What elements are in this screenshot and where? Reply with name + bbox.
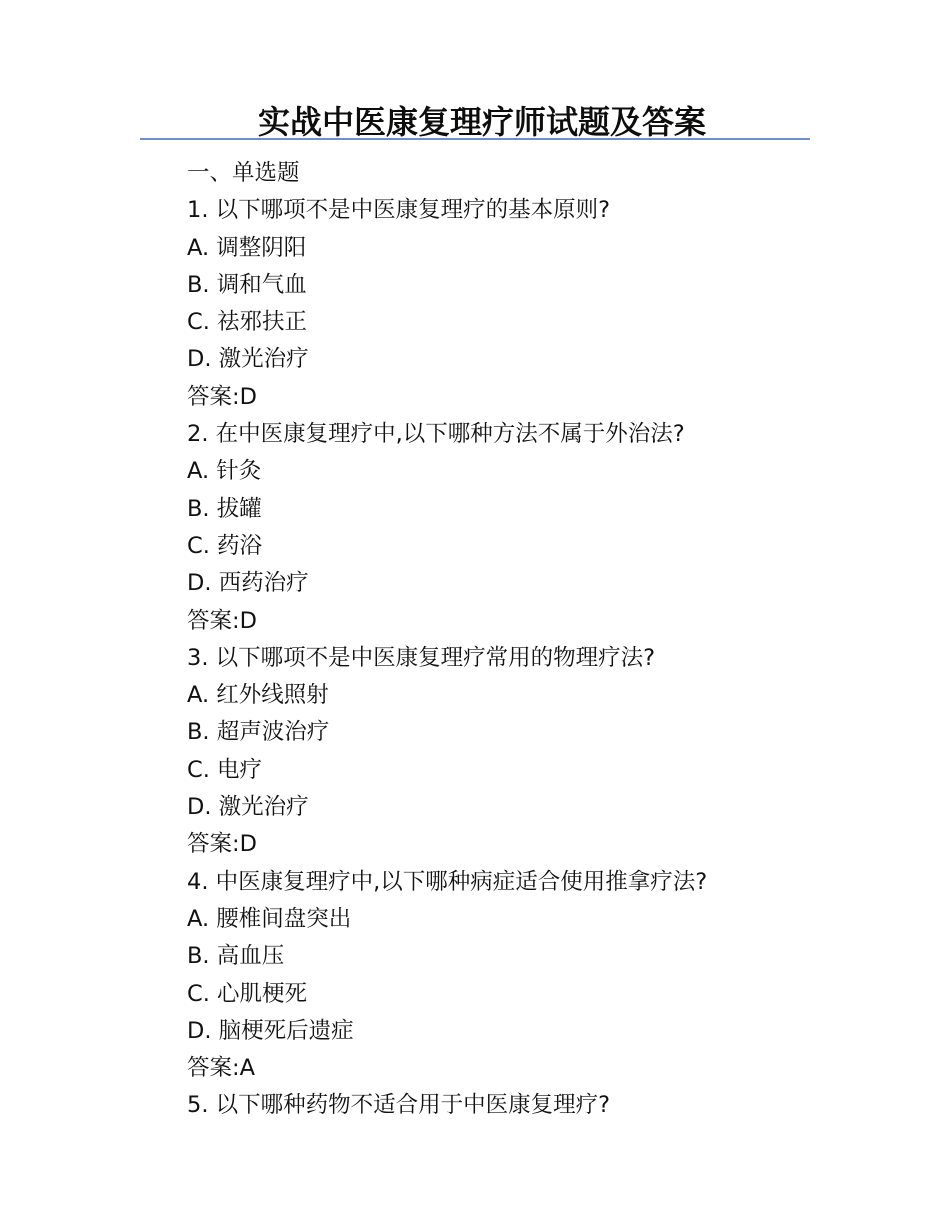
question-4: 4. 中医康复理疗中,以下哪种病症适合使用推拿疗法? <box>187 868 708 895</box>
question-2: 2. 在中医康复理疗中,以下哪种方法不属于外治法? <box>187 421 685 448</box>
title-block <box>140 100 810 140</box>
question-5: 5. 以下哪种药物不适合用于中医康复理疗? <box>187 1092 611 1119</box>
question-4-option-d: D. 脑梗死后遗症 <box>187 1017 354 1044</box>
question-content <box>187 155 827 1125</box>
question-1-option-d: D. 激光治疗 <box>187 346 309 373</box>
question-1: 1. 以下哪项不是中医康复理疗的基本原则? <box>187 197 611 224</box>
section-heading: 一、单选题 <box>187 160 300 186</box>
question-4-option-c: C. 心肌梗死 <box>187 980 308 1007</box>
question-2-option-c: C. 药浴 <box>187 532 263 559</box>
question-4-option-a: A. 腰椎间盘突出 <box>187 905 352 932</box>
question-4-answer: 答案:A <box>187 1055 255 1082</box>
question-2-option-d: D. 西药治疗 <box>187 570 309 597</box>
question-2-option-a: A. 针灸 <box>187 458 262 485</box>
question-3-option-c: C. 电疗 <box>187 756 263 783</box>
question-3-option-b: B. 超声波治疗 <box>187 719 330 746</box>
question-1-option-b: B. 调和气血 <box>187 271 307 298</box>
question-3-option-d: D. 激光治疗 <box>187 794 309 821</box>
page-title: 实战中医康复理疗师试题及答案 <box>258 103 707 141</box>
question-2-option-b: B. 拔罐 <box>187 495 262 522</box>
question-4-option-b: B. 高血压 <box>187 943 285 970</box>
question-1-answer: 答案:D <box>187 383 257 410</box>
question-3-option-a: A. 红外线照射 <box>187 682 329 709</box>
question-2-answer: 答案:D <box>187 607 257 634</box>
question-3: 3. 以下哪项不是中医康复理疗常用的物理疗法? <box>187 644 656 671</box>
question-1-option-c: C. 祛邪扶正 <box>187 309 308 336</box>
question-3-answer: 答案:D <box>187 831 257 858</box>
question-1-option-a: A. 调整阴阳 <box>187 234 307 261</box>
